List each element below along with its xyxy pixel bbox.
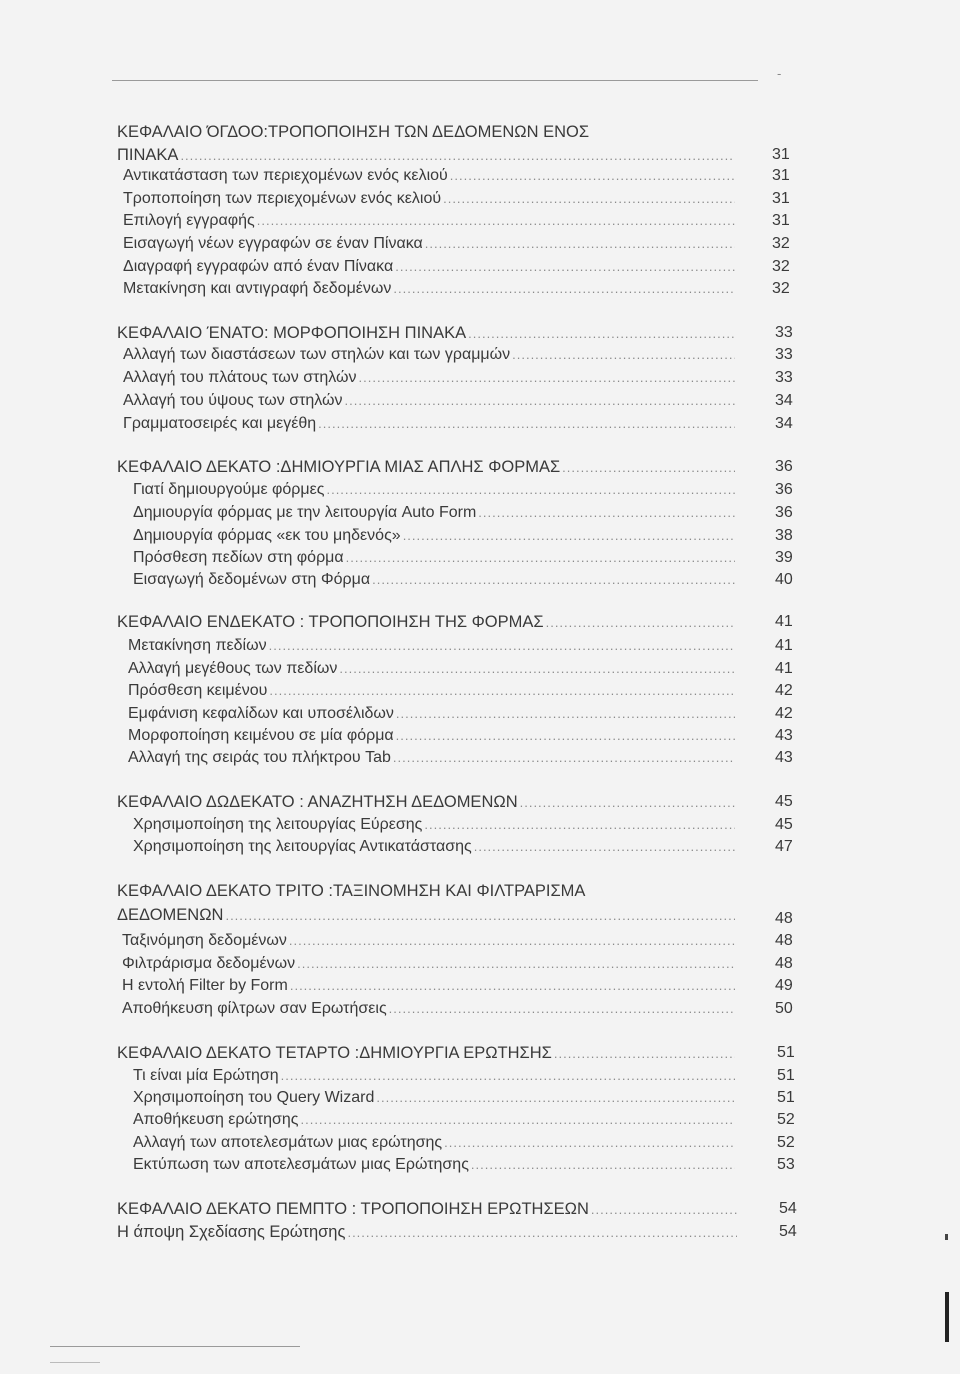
toc-entry: Χρησιμοποίηση της λειτουργίας Εύρεσης ..... <box>133 815 737 835</box>
toc-entry: Αποθήκευση φίλτρων σαν Ερωτήσεις ..... <box>122 999 737 1019</box>
page-number: 48 <box>775 932 793 949</box>
page-number: 38 <box>775 527 793 544</box>
toc-entry: Εκτύπωση των αποτελεσμάτων μιας Ερώτησης ..... <box>133 1155 737 1175</box>
page-number: 53 <box>777 1156 795 1173</box>
toc-entry: Επιλογή εγγραφής ..... <box>123 211 737 231</box>
page-number: 52 <box>777 1111 795 1128</box>
toc-entry: ΔΕΔΟΜΕΝΩΝ ..... <box>117 905 737 926</box>
toc-entry: Χρησιμοποίηση του Query Wizard ..... <box>133 1088 737 1108</box>
chapter-10-title: ΚΕΦΑΛΑΙΟ ΔΕΚΑΤΟ :ΔΗΜΙΟΥΡΓΙΑ ΜΙΑΣ ΑΠΛΗΣ ΦΟΡΜΑΣ ..... <box>117 457 737 478</box>
toc-entry: Φιλτράρισμα δεδομένων ..... <box>122 954 737 974</box>
page-number: 43 <box>775 727 793 744</box>
toc-entry: Εμφάνιση κεφαλίδων και υποσέλιδων ..... <box>128 704 737 724</box>
edge-mark <box>945 1234 948 1240</box>
page-number: 52 <box>777 1134 795 1151</box>
page-number: 45 <box>775 816 793 833</box>
chapter-11-title: ΚΕΦΑΛΑΙΟ ΕΝΔΕΚΑΤΟ : ΤΡΟΠΟΠΟΙΗΣΗ ΤΗΣ ΦΟΡΜΑΣ ..... <box>117 612 737 633</box>
page-number: 49 <box>775 977 793 994</box>
chapter-14-title: ΚΕΦΑΛΑΙΟ ΔΕΚΑΤΟ ΤΕΤΑΡΤΟ :ΔΗΜΙΟΥΡΓΙΑ ΕΡΩΤΗΣΗΣ ..... <box>117 1043 737 1064</box>
page-number: 41 <box>775 613 793 630</box>
toc-entry: Αντικατάσταση των περιεχομένων ενός κελιού ..... <box>123 166 737 186</box>
page-number: 48 <box>775 955 793 972</box>
page-number: 32 <box>772 280 790 297</box>
toc-entry: Διαγραφή εγγραφών από έναν Πίνακα ..... <box>123 257 737 277</box>
page-number: 50 <box>775 1000 793 1017</box>
page-number: 36 <box>775 504 793 521</box>
toc-entry: Αλλαγή του ύψους των στηλών ..... <box>123 391 737 411</box>
page-number: 39 <box>775 549 793 566</box>
page-number: 45 <box>775 793 793 810</box>
toc-entry: Μετακίνηση πεδίων ..... <box>128 636 737 656</box>
page-number: 33 <box>775 369 793 386</box>
page-number: 34 <box>775 392 793 409</box>
toc-entry: ΠΙΝΑΚΑ ..... <box>117 145 737 166</box>
toc-entry: Αλλαγή μεγέθους των πεδίων ..... <box>128 659 737 679</box>
toc-entry: Μορφοποίηση κειμένου σε μία φόρμα ..... <box>128 726 737 746</box>
page-number: 31 <box>772 146 790 163</box>
page-number: 42 <box>775 705 793 722</box>
page-number: 54 <box>779 1200 797 1217</box>
chapter-15-title: ΚΕΦΑΛΑΙΟ ΔΕΚΑΤΟ ΠΕΜΠΤΟ : ΤΡΟΠΟΠΟΙΗΣΗ ΕΡΩΤΗΣΕΩΝ ..... <box>117 1199 739 1220</box>
chapter-9-title: ΚΕΦΑΛΑΙΟ ΈΝΑΤΟ: ΜΟΡΦΟΠΟΙΗΣΗ ΠΙΝΑΚΑ ..... <box>117 323 737 344</box>
page-number: 41 <box>775 660 793 677</box>
page-number: 51 <box>777 1089 795 1106</box>
page-number: 48 <box>775 910 793 927</box>
bottom-rule <box>50 1346 300 1347</box>
toc-entry: Εισαγωγή νέων εγγραφών σε έναν Πίνακα ..... <box>123 234 737 254</box>
page-number: 33 <box>775 324 793 341</box>
toc-entry: Η άποψη Σχεδίασης Ερώτησης ..... <box>117 1222 739 1243</box>
page-number: 54 <box>779 1223 797 1240</box>
page-number: 31 <box>772 167 790 184</box>
chapter-12-title: ΚΕΦΑΛΑΙΟ ΔΩΔΕΚΑΤΟ : ΑΝΑΖΗΤΗΣΗ ΔΕΔΟΜΕΝΩΝ ..... <box>117 792 737 813</box>
toc-entry: Πρόσθεση κειμένου ..... <box>128 681 737 701</box>
page-number: 31 <box>772 190 790 207</box>
page-number: 34 <box>775 415 793 432</box>
toc-entry: Δημιουργία φόρμας «εκ του μηδενός» ..... <box>133 526 737 546</box>
toc-entry: Γιατί δημιουργούμε φόρμες ..... <box>133 480 737 500</box>
toc-entry: Αλλαγή της σειράς του πλήκτρου Tab ..... <box>128 748 737 768</box>
toc-entry: Η εντολή Filter by Form ..... <box>122 976 737 996</box>
toc-entry: Δημιουργία φόρμας με την λειτουργία Auto Form ..... <box>133 503 737 523</box>
edge-mark <box>945 1292 949 1342</box>
toc-entry: Πρόσθεση πεδίων στη φόρμα ..... <box>133 548 737 568</box>
page-number: 42 <box>775 682 793 699</box>
toc-entry: Αλλαγή των διαστάσεων των στηλών και των γραμμών ..... <box>123 345 737 365</box>
page-number: 32 <box>772 258 790 275</box>
page-number: 40 <box>775 571 793 588</box>
corner-mark: - <box>777 66 782 81</box>
page-number: 36 <box>775 481 793 498</box>
page-number: 51 <box>777 1067 795 1084</box>
toc-entry: Αλλαγή του πλάτους των στηλών ..... <box>123 368 737 388</box>
page-number: 43 <box>775 749 793 766</box>
toc-entry: Γραμματοσειρές και μεγέθη ..... <box>123 414 737 434</box>
toc-entry: Αλλαγή των αποτελεσμάτων μιας ερώτησης ..... <box>133 1133 737 1153</box>
bottom-rule-short <box>50 1362 100 1363</box>
toc-entry: Αποθήκευση ερώτησης ..... <box>133 1110 737 1130</box>
toc-entry: Χρησιμοποίηση της λειτουργίας Αντικατάστασης ..... <box>133 837 737 857</box>
chapter-8-title: ΚΕΦΑΛΑΙΟ ΌΓΔΟΟ:ΤΡΟΠΟΠΟΙΗΣΗ ΤΩΝ ΔΕΔΟΜΕΝΩΝ ΕΝΟΣ <box>117 123 590 141</box>
page-number: 31 <box>772 212 790 229</box>
page-number: 36 <box>775 458 793 475</box>
page-number: 47 <box>775 838 793 855</box>
toc-entry: Εισαγωγή δεδομένων στη Φόρμα ..... <box>133 570 737 590</box>
toc-entry: Ταξινόμηση δεδομένων ..... <box>122 931 737 951</box>
page-number: 41 <box>775 637 793 654</box>
toc-entry: Τι είναι μία Ερώτηση ..... <box>133 1066 737 1086</box>
page-number: 33 <box>775 346 793 363</box>
page-number: 51 <box>777 1044 795 1061</box>
chapter-13-title: ΚΕΦΑΛΑΙΟ ΔΕΚΑΤΟ ΤΡΙΤΟ :ΤΑΞΙΝΟΜΗΣΗ ΚΑΙ ΦΙΛΤΡΑΡΙΣΜΑ <box>117 882 586 900</box>
toc-entry: Τροποποίηση των περιεχομένων ενός κελιού ..... <box>123 189 737 209</box>
toc-entry: Μετακίνηση και αντιγραφή δεδομένων ..... <box>123 279 737 299</box>
page-number: 32 <box>772 235 790 252</box>
